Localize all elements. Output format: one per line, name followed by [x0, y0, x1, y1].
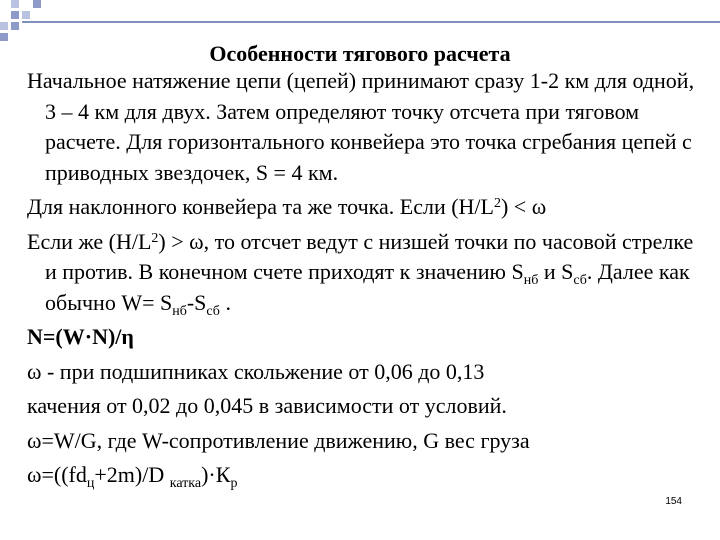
corner-square	[11, 0, 19, 8]
corner-decoration	[0, 0, 60, 40]
superscript: 2	[493, 196, 501, 211]
corner-square	[11, 11, 19, 19]
superscript: 2	[151, 230, 159, 246]
text-fragment: и S	[538, 259, 574, 284]
corner-square	[0, 33, 8, 41]
text-fragment: )·К	[201, 462, 231, 487]
formula-power	[27, 322, 707, 353]
subscript: сб	[573, 273, 587, 288]
text-fragment: -S	[186, 289, 207, 315]
formula-coefficient	[27, 460, 707, 491]
page-number: 154	[665, 496, 682, 507]
text-fragment: .	[219, 289, 231, 315]
paragraph-count-start	[27, 227, 707, 319]
paragraph-inclined-conveyor	[27, 192, 707, 223]
text-fragment: Если же (H/L	[27, 228, 152, 254]
subscript: ц	[86, 476, 95, 491]
paragraph-initial-tension: Начальное натяжение цепи (цепей) принимают сразу 1-2 км для одной, 3 – 4 км для двух. Затем определяют точку отсчета при тяговом расчете. Для горизонтального конвейера это точка сгребания цепей с приводных звездочек, S = 4 км.	[27, 68, 695, 185]
corner-square	[0, 22, 8, 30]
corner-square	[33, 0, 41, 8]
text-fragment: Для наклонного конвейера та же точка. Если (H/L	[27, 194, 494, 219]
subscript: катка	[169, 476, 202, 491]
subscript: сб	[206, 303, 220, 319]
header-rule	[22, 21, 720, 23]
text-fragment: ) < ω	[500, 194, 547, 219]
subscript: р	[230, 476, 238, 491]
text-fragment: ω=((fd	[27, 462, 87, 487]
subscript: нб	[172, 303, 187, 319]
slide-title: Особенности тягового расчета	[209, 41, 511, 66]
corner-square	[11, 22, 19, 30]
paragraph-rolling-bearing: качения от 0,02 до 0,045 в зависимости от условий.	[27, 393, 507, 418]
formula-resistance: ω=W/G, где W-сопротивление движению, G вес груза	[27, 427, 530, 453]
corner-square	[22, 11, 30, 19]
text-fragment: ) > ω, то отсчет ведут с низшей точки по часовой стрелке и против. В конечном счете приходят к значению S	[45, 228, 694, 284]
text-fragment: +2m)/D	[94, 462, 170, 487]
paragraph-sliding-bearing: ω - при подшипниках скольжение от 0,06 до 0,13	[27, 358, 485, 384]
text-fragment: N=(W·N)/η	[27, 324, 134, 349]
text-fragment: . Далее как обычно W= S	[45, 259, 690, 315]
subscript: нб	[523, 273, 539, 288]
slide-body	[27, 66, 707, 491]
